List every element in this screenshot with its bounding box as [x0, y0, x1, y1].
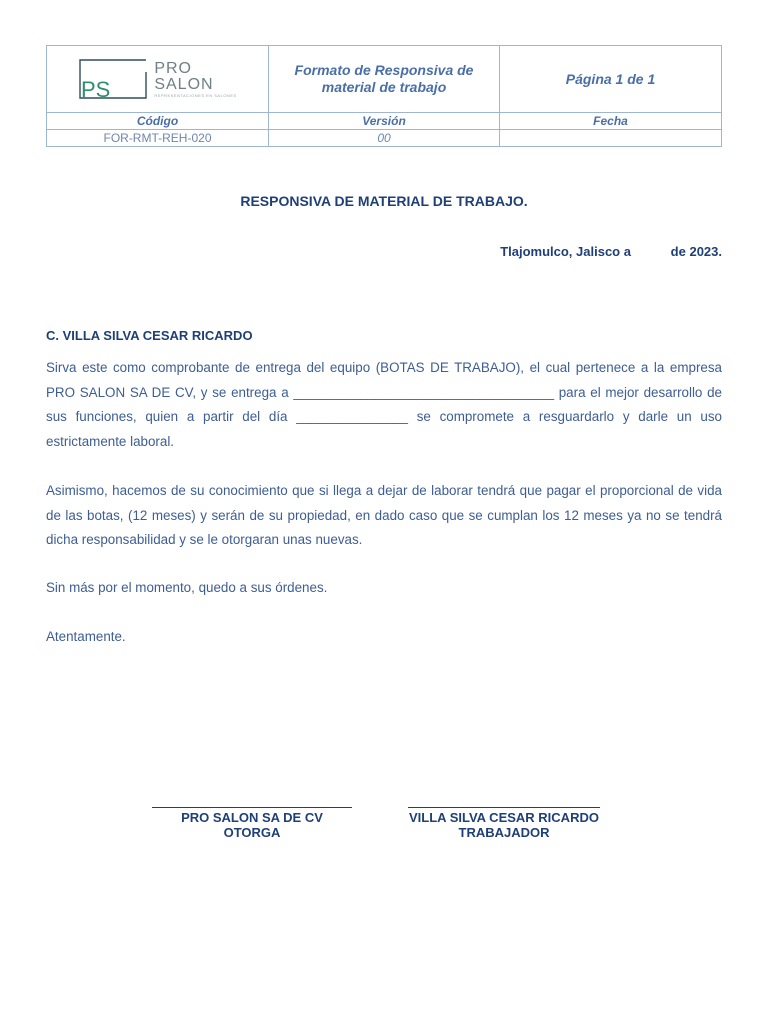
- code-label: Código: [136, 114, 179, 128]
- signature-company: [152, 807, 352, 840]
- signature-line: [152, 807, 352, 808]
- document-title: Formato de Responsiva de material de trabajo: [294, 62, 474, 95]
- header-label-row: [47, 113, 721, 130]
- place-date: Tlajomulco, Jalisco a de 2023.: [500, 244, 722, 259]
- header-table: [46, 45, 722, 147]
- version-value: 00: [377, 131, 391, 145]
- paragraph-closing: Sin más por el momento, quedo a sus órdenes.: [46, 580, 328, 595]
- logo-text-line2: SALON: [154, 75, 214, 93]
- date-label: Fecha: [593, 114, 628, 128]
- page-info: Página 1 de 1: [565, 70, 656, 87]
- paragraph-conditions: Asimismo, hacemos de su conocimiento que si llega a dejar de laborar tendrá que pagar el proporcional de vida de las botas, (12 meses) y serán de su propiedad, en dado caso que se cumplan los 12 meses ya no se tendrá dicha responsabilidad y se le otorgaran unas nuevas.: [46, 483, 722, 547]
- logo-tagline: REPRESENTACIONES EN SALONES: [154, 92, 237, 98]
- logo-wordmark: [154, 61, 236, 98]
- logo-cell: [47, 46, 269, 112]
- document-heading: RESPONSIVA DE MATERIAL DE TRABAJO.: [240, 193, 528, 209]
- logo-mark-icon: [78, 57, 148, 101]
- signature-role: OTORGA: [223, 825, 281, 840]
- signature-worker: [404, 807, 604, 840]
- signature-line: [408, 807, 600, 808]
- version-label: Versión: [362, 114, 406, 128]
- signature-role: TRABAJADOR: [458, 825, 550, 840]
- page-info-cell: [500, 46, 721, 112]
- logo-text-line1: PRO: [154, 59, 192, 77]
- signature-name: VILLA SILVA CESAR RICARDO: [409, 810, 599, 825]
- company-logo: [78, 57, 236, 101]
- addressee: C. VILLA SILVA CESAR RICARDO: [46, 328, 253, 343]
- code-value: FOR-RMT-REH-020: [103, 131, 212, 145]
- header-value-row: [47, 130, 721, 146]
- svg-text:PS: PS: [81, 77, 111, 101]
- paragraph-delivery: Sirva este como comprobante de entrega del equipo (BOTAS DE TRABAJO), el cual pertenece a la empresa PRO SALON SA DE CV, y se entrega a ___________________________________ para el mejor desarrollo de sus funciones, quien a partir del día _______________ se compromete a resguardarlo y darle un uso estrictamente laboral.: [46, 360, 722, 449]
- header-top-row: [47, 46, 721, 113]
- signature-name: PRO SALON SA DE CV: [181, 810, 323, 825]
- document-title-cell: [269, 46, 500, 112]
- paragraph-regards: Atentamente.: [46, 629, 126, 644]
